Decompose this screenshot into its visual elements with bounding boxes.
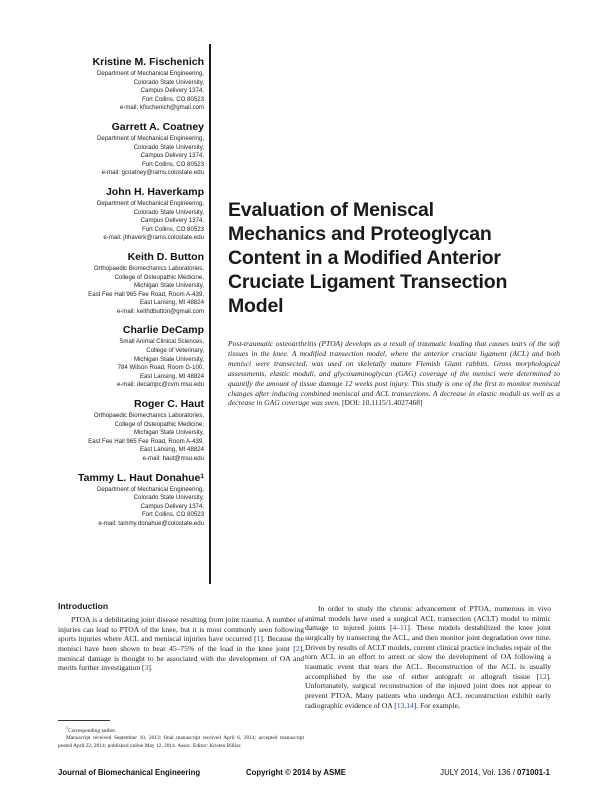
page-footer [58,768,550,780]
citation-link[interactable]: 4–11 [392,623,408,633]
affiliation-line: Fort Collins, CO 80523 [142,160,204,168]
author-name [40,185,204,199]
author-email[interactable]: e-mail: tammy.donahue@colostate.edu [98,519,204,527]
affiliation-line: College of Osteopathic Medicine, [114,420,204,428]
affiliation-line: Fort Collins, CO 80523 [142,225,204,233]
affiliation-line: East Lansing, MI 48824 [139,372,204,380]
author-email[interactable]: e-mail: kfischenich@gmail.com [119,104,204,112]
intro-paragraph-1 [58,615,304,673]
affiliation-line: College of Veterinary, [146,347,204,355]
footnote-history: Manuscript received September 10, 2013; final manuscript received April 6, 2014; accepted manuscript posted April 22, 2014; published online May 12, 2014. Assoc. Editor: Kristen Billiar. [58,735,304,749]
author-name-text: Keith D. Button [127,250,204,263]
author-name-text: Tammy L. Haut Donahue [78,471,201,484]
affiliation-line: Department of Mechanical Engineering, [96,485,204,493]
author-name-text: Garrett A. Coatney [111,120,204,133]
author-block [40,397,204,464]
author-name [40,250,204,264]
author-email[interactable]: e-mail: keithdbutton@gmail.com [116,307,204,315]
affiliation-line: 784 Wilson Road, Room G-100, [117,364,204,372]
affiliation-line: College of Osteopathic Medicine, [114,273,204,281]
corresponding-author-marker: 1 [200,472,204,480]
intro-p2-text-c: ]. Unfortunately, surgical reconstruction of the injured joint does not appear to prevent PTOA. Many patients who undergo ACL reconstruction exhibit early radiographic evidence of OA [ [305,671,551,710]
affiliation-line: Fort Collins, CO 80523 [142,95,204,103]
citation-link[interactable]: 14 [406,700,414,710]
citation-link[interactable]: 2 [295,643,300,653]
affiliation-line: East Fee Hall 965 Fee Road, Room A-439, [88,290,204,298]
title-line: Model [228,295,284,317]
intro-column-right [305,604,551,710]
abstract [228,339,560,408]
intro-p2-text-b: ]. These models destabilized the knee joint surgically by transecting the ACL, and then monitor joint degradation over time. Driven by results of ACLT models, current clinical practice includes repair of the torn ACL in an effort to arrest or slow the development of OA following a traumatic event that tears the ACL. Reconstruction of the ACL is usually accomplished by the use of either autograft or allograft tissue [ [305,623,551,681]
copyright-notice: Copyright © 2014 by ASME [246,768,346,777]
author-email[interactable]: e-mail: decampc@cvm.msu.edu [116,381,204,389]
intro-p1-text-d: ]. [148,663,153,673]
footnotes [58,724,304,751]
author-block [40,55,204,113]
author-name-text: Roger C. Haut [133,398,204,411]
issue-volume: JULY 2014, Vol. 136 [440,768,511,777]
article-title [228,198,558,318]
author-email[interactable]: e-mail: haut@msu.edu [142,455,204,462]
footnote-corresponding-text: Corresponding author. [68,727,117,734]
affiliation-line: Colorado State University, [133,494,204,502]
citation-link[interactable]: 1 [256,634,261,644]
affiliation-line: East Fee Hall 965 Fee Road, Room A-439, [88,437,204,445]
affiliation-line: Michigan State University, [134,282,204,290]
author-block [40,120,204,178]
affiliation-line: Colorado State University, [133,78,204,86]
affiliation-line: Campus Delivery 1374, [140,87,204,95]
journal-name: Journal of Biomechanical Engineering [58,768,201,777]
affiliation-line: Campus Delivery 1374, [140,217,204,225]
affiliation-line: Orthopaedic Biomechanics Laboratories, [93,412,204,420]
affiliation-line: Colorado State University, [133,208,204,216]
intro-p2-text-d: , [404,700,407,710]
intro-p2-text-e: ]. For example, [413,700,460,710]
author-block [40,185,204,243]
intro-column-left [58,600,304,673]
affiliation-line: Department of Mechanical Engineering, [96,70,204,77]
title-line: Cruciate Ligament Transection [228,271,508,293]
affiliation-line: Department of Mechanical Engineering, [96,199,204,207]
author-name [40,471,204,485]
affiliation-line: Michigan State University, [134,355,204,363]
author-name-text: Charlie DeCamp [122,324,204,337]
title-line: Evaluation of Meniscal [228,199,434,221]
citation-link[interactable]: 3 [144,663,149,673]
affiliation-line: Fort Collins, CO 80523 [142,511,204,519]
section-heading-introduction: Introduction [58,601,109,611]
affiliation-line: Campus Delivery 1374, [140,502,204,510]
author-email[interactable]: e-mail: jhhaverk@rams.colostate.edu [103,234,204,242]
author-email[interactable]: e-mail: gcoatney@rams.colostate.edu [101,169,204,177]
author-name-text: John H. Haverkamp [105,185,204,198]
intro-p1-text-b: ]. Because the menisci have been shown to bear 45–75% of the load in the knee joint [ [58,634,304,653]
page-number: 071001-1 [517,768,550,777]
citation-link[interactable]: 12 [539,671,547,681]
title-line: Mechanics and Proteoglycan [228,223,492,245]
author-block [40,250,204,317]
author-name [40,120,204,134]
affiliation-line: East Lansing, MI 48824 [139,446,204,454]
author-name [40,55,204,69]
title-line: Content in a Modified Anterior [228,247,501,269]
footnote-rule [58,720,110,721]
affiliation-line: Campus Delivery 1374, [140,152,204,160]
doi-link[interactable]: [DOI: 10.1115/1.4027468] [341,398,423,408]
affiliation-line: East Lansing, MI 48824 [139,299,204,307]
author-name [40,323,204,337]
author-list [40,55,204,536]
column-divider [209,44,211,584]
author-name-text: Kristine M. Fischenich [92,56,204,68]
intro-paragraph-2 [305,604,551,710]
affiliation-line: Colorado State University, [133,143,204,151]
footnote-corresponding [58,724,304,735]
author-name [40,397,204,411]
affiliation-line: Small Animal Clinical Sciences, [119,338,204,346]
abstract-text: Post-traumatic osteoarthritis (PTOA) develops as a result of traumatic loading that causes tears of the soft tissues in the knee. A modified transection model, where the anterior cruciate ligament (ACL) and both menisci were transected, was used on skeletally mature Flemish Giant rabbits. Gross morphological assessments, elastic moduli, and glycosaminoglycan (GAG) coverage of the menisci were determined to quantify the amount of tissue damage 12 weeks post injury. This study is one of the first to monitor meniscal changes after inducing combined meniscal and ACL transections. A decrease in elastic moduli as well as a decrease in GAG coverage was seen. [228,339,560,408]
citation-link[interactable]: 13 [396,700,405,710]
footnote-marker: 1 [66,725,68,730]
author-block [40,323,204,390]
intro-p1-text-c: ], meniscal damage is thought to be associated with the development of OA and merits further investigation [ [58,643,304,673]
intro-p1-text-a: PTOA is a debilitating joint disease resulting from joint trauma. A number of injuries can lead to PTOA of the knee, but it is most commonly seen following sports injuries where ACL and meniscal injuries have occurred [ [58,615,304,644]
affiliation-line: Orthopaedic Biomechanics Laboratories, [93,264,204,272]
affiliation-line: Department of Mechanical Engineering, [96,134,204,142]
intro-p2-text-a: In order to study the chronic advancement of PTOA, numerous in vivo animal models have used a surgical ACL transection (ACLT) model to mimic damage to injured joints [ [305,604,551,633]
affiliation-line: Michigan State University, [134,429,204,437]
author-block [40,471,204,529]
issue-info: JULY 2014, Vol. 136 / 071001-1 [440,768,550,777]
